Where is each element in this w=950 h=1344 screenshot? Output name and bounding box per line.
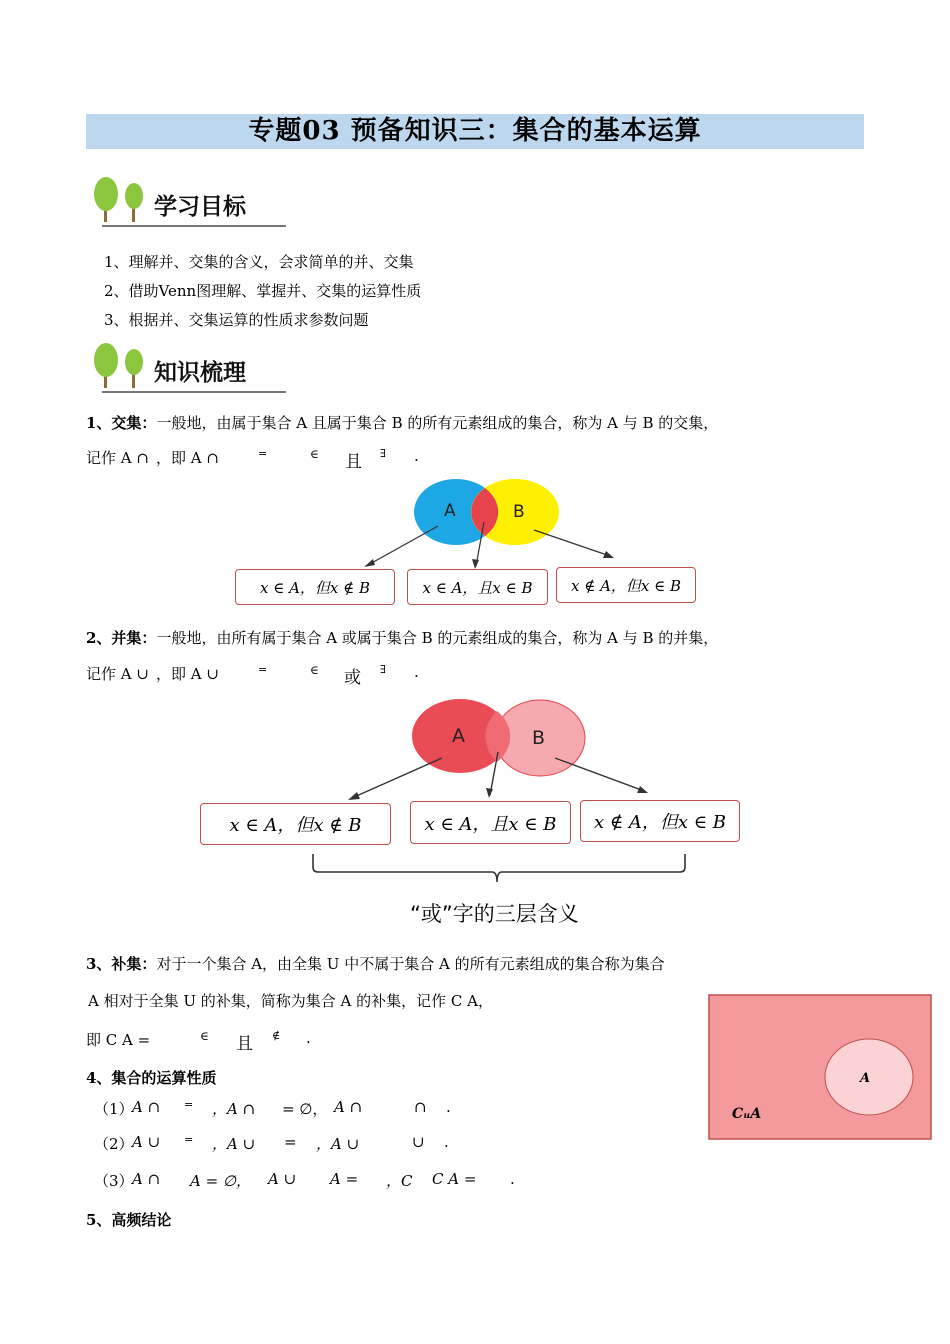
section-header-knowledge	[92, 338, 292, 398]
complement-diagram	[708, 994, 932, 1140]
complement-line2: A 相对于全集 U 的补集，简称为集合 A 的补集，记作 C A，	[88, 992, 493, 1010]
notation-part: .	[414, 663, 419, 681]
section-header-goals	[92, 172, 292, 232]
intersection-case-box-1: x ∈ A，但x ∉ B	[235, 569, 395, 605]
union-definition	[86, 627, 718, 648]
property-row-2	[94, 1133, 474, 1155]
notation-part: ∃	[380, 663, 386, 676]
notation-part: ∃	[380, 447, 386, 460]
union-heading: 2、并集：	[86, 629, 157, 647]
property-part: （3）	[94, 1172, 134, 1190]
property-part: A =	[330, 1170, 359, 1188]
notation-part: .	[414, 447, 419, 465]
set-a-label: A	[860, 1071, 871, 1086]
venn-label-a: A	[444, 501, 456, 521]
property-part: A ∩	[132, 1098, 161, 1116]
property-part: A ∪	[132, 1133, 161, 1151]
union-case-box-1: x ∈ A，但x ∉ B	[200, 803, 391, 845]
property-part: .	[510, 1170, 515, 1188]
union-caption: “或”字的三层含义	[410, 902, 579, 926]
intersection-case-box-3: x ∉ A，但x ∈ B	[556, 567, 696, 603]
notation-part: ∈	[310, 447, 319, 461]
property-part: C A =	[432, 1170, 477, 1188]
brace	[313, 854, 685, 882]
property-part: ，A ∪	[212, 1135, 256, 1153]
arrow-right	[534, 530, 610, 556]
complement-label: CᵤA	[732, 1106, 762, 1122]
intersection-line1: 一般地，由属于集合 A 且属于集合 B 的所有元素组成的集合，称为 A 与 B 的交集，	[156, 414, 719, 432]
property-part: .	[444, 1133, 449, 1151]
intersection-heading: 1、交集：	[86, 414, 157, 432]
notation-part: ，即 A ∪	[156, 665, 219, 683]
property-row-1	[94, 1098, 474, 1120]
venn-label-b: B	[513, 502, 525, 522]
notation-part: ，即 A ∩	[156, 449, 219, 467]
property-part: （2）	[94, 1135, 134, 1153]
intersection-case-box-2: x ∈ A，且x ∈ B	[407, 569, 548, 605]
property-part: ，A ∪	[316, 1135, 360, 1153]
intersection-definition	[86, 412, 718, 433]
union-case-box-3: x ∉ A，但x ∈ B	[580, 800, 740, 842]
section-label: 学习目标	[154, 194, 246, 220]
properties-heading: 4、集合的运算性质	[86, 1069, 217, 1087]
notation-part: .	[306, 1029, 311, 1047]
notation-part: 且	[345, 452, 362, 472]
property-part: A ∪	[268, 1170, 297, 1188]
complement-heading: 3、补集：	[86, 955, 157, 973]
notation-part: ∈	[200, 1029, 209, 1043]
goal-item: 1、理解并、交集的含义，会求简单的并、交集	[104, 253, 414, 271]
property-part: ，C	[386, 1172, 413, 1190]
section-label: 知识梳理	[154, 360, 246, 386]
notation-part: 记作 A ∩	[86, 449, 149, 467]
property-part: =	[184, 1098, 194, 1111]
property-part: A ∩	[132, 1170, 161, 1188]
notation-part: 即 C A =	[86, 1031, 151, 1049]
arrow-left	[368, 526, 438, 565]
property-part: =	[284, 1133, 297, 1151]
property-part: ∩	[414, 1098, 427, 1116]
page-title: 专题03 预备知识三：集合的基本运算	[248, 116, 702, 146]
property-part: =	[184, 1133, 194, 1146]
arrow-right	[555, 758, 644, 791]
notation-part: ∈	[310, 663, 319, 677]
union-notation	[86, 663, 446, 688]
property-part: A ∩	[334, 1098, 363, 1116]
notation-part: =	[258, 663, 268, 676]
property-part: （1）	[94, 1100, 134, 1118]
notation-part: ∉	[272, 1029, 281, 1042]
notation-part: 或	[344, 668, 361, 688]
complement-line1: 对于一个集合 A，由全集 U 中不属于集合 A 的所有元素组成的集合称为集合	[156, 955, 665, 973]
goal-item: 2、借助Venn图理解、掌握并、交集的运算性质	[104, 282, 422, 300]
notation-part: =	[258, 447, 268, 460]
venn-label-b: B	[532, 727, 546, 749]
notation-part: 且	[236, 1034, 253, 1054]
goal-item: 3、根据并、交集运算的性质求参数问题	[104, 311, 369, 329]
property-part: .	[446, 1098, 451, 1116]
venn-label-a: A	[452, 725, 465, 747]
intersection-notation	[86, 447, 446, 472]
property-row-3	[94, 1170, 534, 1192]
conclusion-heading: 5、高频结论	[86, 1211, 172, 1229]
union-case-box-2: x ∈ A，且x ∈ B	[410, 801, 571, 844]
property-part: = ∅，	[282, 1100, 328, 1118]
notation-part: 记作 A ∪	[86, 665, 149, 683]
property-part: A = ∅，	[190, 1172, 252, 1190]
union-line1: 一般地，由所有属于集合 A 或属于集合 B 的元素组成的集合，称为 A 与 B 的并集，	[156, 629, 719, 647]
complement-notation	[86, 1029, 346, 1054]
property-part: ，A ∩	[212, 1100, 256, 1118]
arrow-left	[352, 758, 442, 798]
complement-definition	[86, 953, 665, 974]
property-part: ∪	[412, 1133, 425, 1151]
